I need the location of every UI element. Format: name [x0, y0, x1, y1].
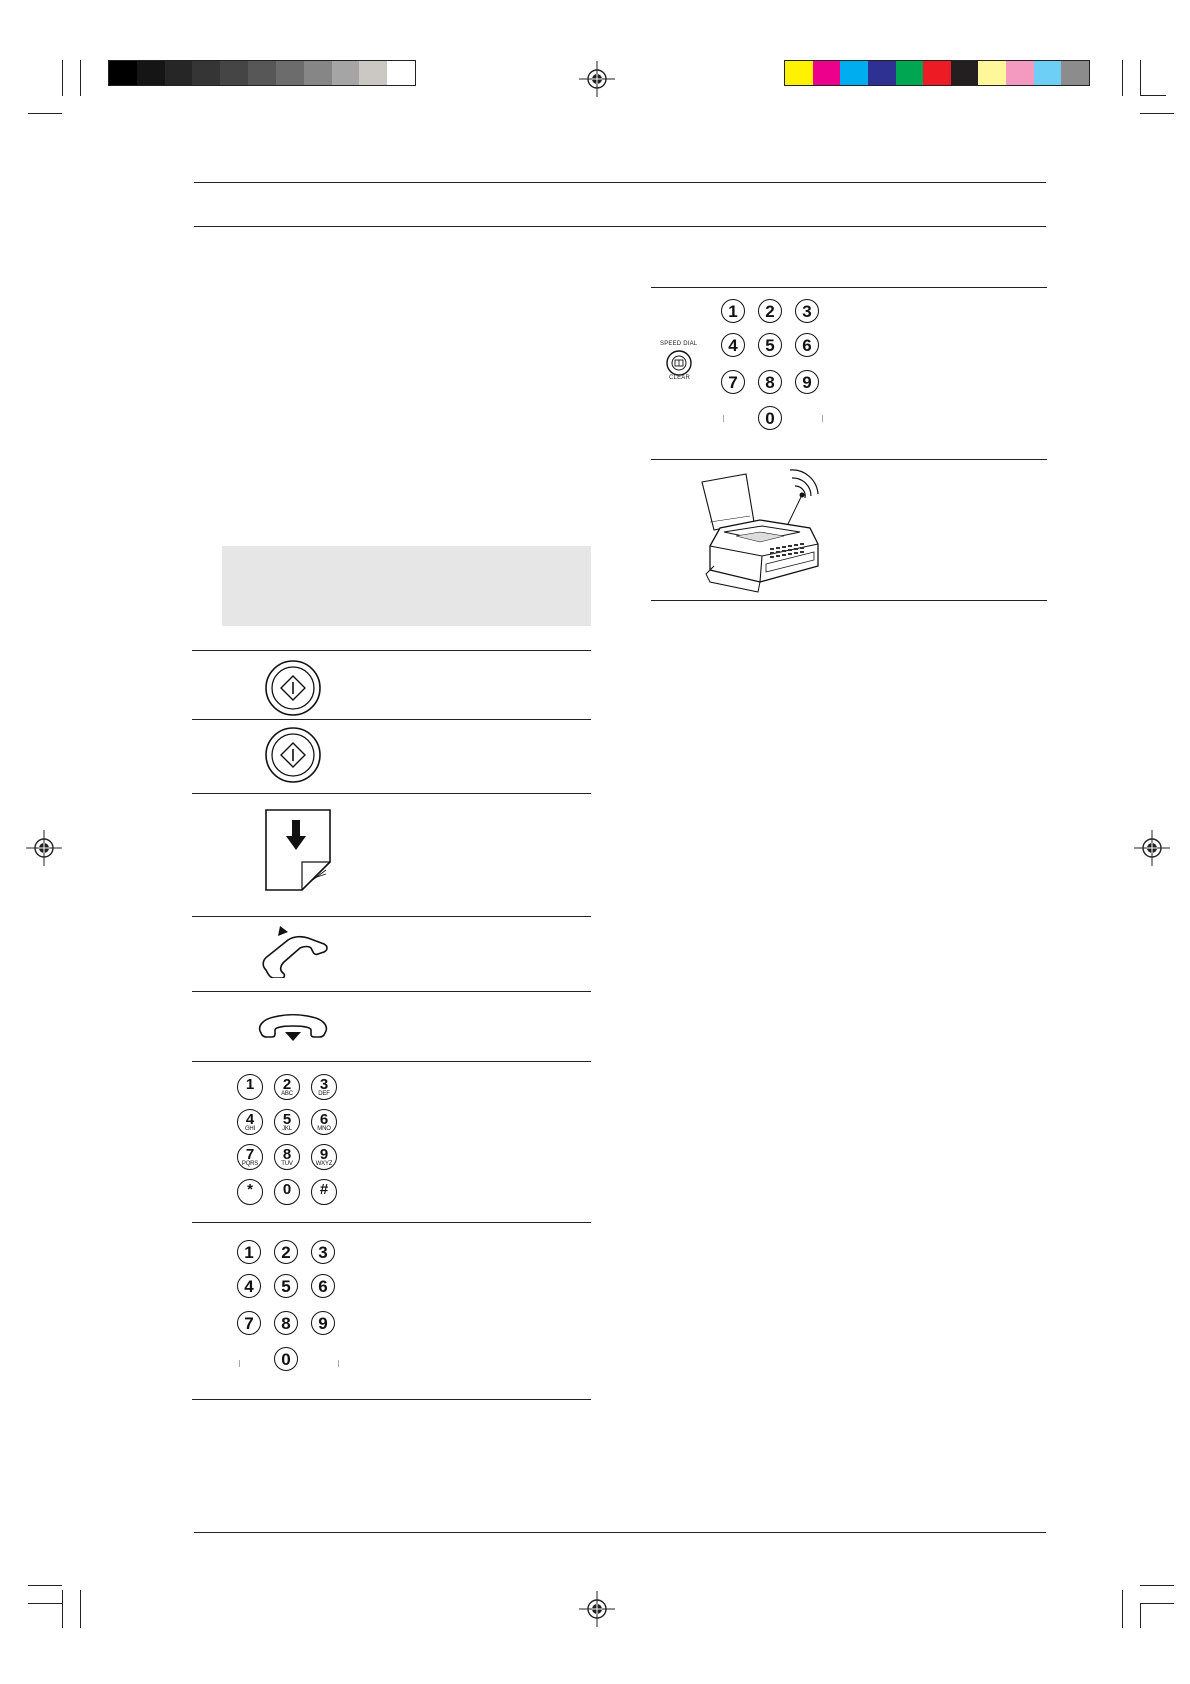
- crop-mark: [1140, 1603, 1141, 1628]
- key-digit: 9: [319, 1146, 329, 1163]
- crop-mark: [1140, 113, 1174, 114]
- keypad-key: 0: [758, 406, 782, 430]
- color-swatch: [1006, 61, 1034, 85]
- key-digit: 3: [319, 1076, 329, 1093]
- keypad-key: [311, 1074, 337, 1100]
- table-rule: [651, 600, 1047, 601]
- crop-mark: [28, 113, 62, 114]
- keypad-key: 9: [311, 1311, 335, 1335]
- registration-mark-icon: [26, 830, 62, 866]
- keypad-key: [311, 1144, 337, 1170]
- keypad-key: 3: [795, 299, 819, 323]
- table-rule: [192, 916, 591, 917]
- keypad-key: 9: [795, 370, 819, 394]
- crop-mark: [80, 1590, 81, 1628]
- color-swatch: [951, 61, 979, 85]
- key-digit: 0: [282, 1181, 292, 1198]
- keypad-key: 6: [795, 333, 819, 357]
- numeric-keypad: [237, 1240, 347, 1385]
- table-rule: [651, 459, 1047, 460]
- crop-mark: [1140, 60, 1141, 96]
- gray-swatch: [276, 61, 304, 85]
- table-rule: [192, 719, 591, 720]
- speed-dial-button-icon: [666, 350, 692, 376]
- key-digit: #: [319, 1181, 329, 1198]
- table-rule: [192, 1222, 591, 1223]
- keypad-key: [237, 1074, 263, 1100]
- color-swatch: [785, 61, 813, 85]
- key-digit: 1: [245, 1076, 255, 1093]
- start-button-icon: [264, 659, 322, 717]
- gray-swatch: [137, 61, 165, 85]
- color-swatch: [840, 61, 868, 85]
- numeric-keypad: [721, 299, 831, 444]
- table-rule: [192, 991, 591, 992]
- key-letters: DEF: [318, 1091, 330, 1097]
- grayscale-bar: [108, 60, 416, 86]
- crop-mark: [28, 1603, 62, 1604]
- gray-swatch: [109, 61, 137, 85]
- key-letters: JKL: [282, 1126, 292, 1132]
- keypad-key: 4: [721, 333, 745, 357]
- keypad-key: [311, 1179, 337, 1205]
- crop-mark: [1140, 1585, 1174, 1586]
- keypad-key: 8: [758, 370, 782, 394]
- registration-mark-icon: [579, 61, 615, 97]
- key-letters: GHI: [244, 1126, 256, 1132]
- keypad-key: 6: [311, 1274, 335, 1298]
- gray-swatch: [220, 61, 248, 85]
- footer-rule: [194, 1532, 1046, 1533]
- keypad-key: [274, 1074, 300, 1100]
- note-box: [222, 546, 591, 626]
- start-button-icon: [264, 726, 322, 784]
- crop-mark: [80, 60, 81, 96]
- key-letters: WXYZ: [315, 1161, 333, 1167]
- crop-mark: [62, 60, 63, 96]
- gray-swatch: [359, 61, 387, 85]
- key-digit: 8: [282, 1146, 292, 1163]
- color-swatch: [1034, 61, 1062, 85]
- registration-mark-icon: [579, 1591, 615, 1627]
- color-swatch: [813, 61, 841, 85]
- keypad-key: 4: [237, 1274, 261, 1298]
- handset-lift-icon: [258, 926, 330, 978]
- registration-mark-icon: [1134, 830, 1170, 866]
- key-digit: 4: [245, 1111, 255, 1128]
- keypad-key: [311, 1109, 337, 1135]
- color-swatch: [978, 61, 1006, 85]
- table-rule: [192, 650, 591, 651]
- keypad-key: 5: [758, 333, 782, 357]
- keypad-key: 2: [274, 1240, 298, 1264]
- keypad-key: [237, 1109, 263, 1135]
- gray-swatch: [304, 61, 332, 85]
- key-letters: ABC: [281, 1091, 293, 1097]
- crop-mark: [1140, 95, 1166, 96]
- gray-swatch: [165, 61, 193, 85]
- keypad-key: 1: [721, 299, 745, 323]
- keypad-key: 8: [274, 1311, 298, 1335]
- clear-label: CLEAR: [669, 375, 691, 381]
- header-rule-bottom: [194, 226, 1046, 227]
- table-rule: [192, 1061, 591, 1062]
- keypad-key: 7: [237, 1311, 261, 1335]
- keypad-key: 1: [237, 1240, 261, 1264]
- keypad-tick: [723, 415, 724, 422]
- color-swatch: [923, 61, 951, 85]
- crop-mark: [1140, 1603, 1174, 1604]
- crop-mark: [62, 1590, 63, 1628]
- keypad-key: [274, 1179, 300, 1205]
- speed-dial-label: SPEED DIAL: [660, 341, 698, 347]
- table-rule: [192, 1399, 591, 1400]
- keypad-key: [274, 1109, 300, 1135]
- gray-swatch: [192, 61, 220, 85]
- key-letters: MNO: [317, 1126, 331, 1132]
- header-rule-top: [194, 182, 1046, 183]
- color-swatch: [868, 61, 896, 85]
- fax-machine-ringing-icon: [700, 466, 834, 596]
- table-rule: [651, 287, 1047, 288]
- document-feed-icon: [264, 808, 332, 892]
- gray-swatch: [387, 61, 415, 85]
- keypad-key: 7: [721, 370, 745, 394]
- keypad-tick: [822, 415, 823, 422]
- keypad-key: [237, 1144, 263, 1170]
- keypad-key: 2: [758, 299, 782, 323]
- gray-swatch: [332, 61, 360, 85]
- key-digit: 6: [319, 1111, 329, 1128]
- color-swatch: [896, 61, 924, 85]
- keypad-key: [237, 1179, 263, 1205]
- color-swatch: [1061, 61, 1089, 85]
- table-rule: [192, 793, 591, 794]
- key-letters: TUV: [281, 1161, 293, 1167]
- keypad-key: 0: [274, 1347, 298, 1371]
- keypad-key: 3: [311, 1240, 335, 1264]
- keypad-key: 5: [274, 1274, 298, 1298]
- gray-swatch: [248, 61, 276, 85]
- color-bar: [784, 60, 1090, 86]
- key-digit: 5: [282, 1111, 292, 1128]
- crop-mark: [1122, 60, 1123, 96]
- key-digit: *: [247, 1181, 253, 1198]
- key-letters: PQRS: [241, 1161, 259, 1167]
- handset-hangup-icon: [256, 1013, 330, 1043]
- key-digit: 7: [245, 1146, 255, 1163]
- keypad-key: [274, 1144, 300, 1170]
- alphanumeric-keypad: [237, 1074, 347, 1214]
- keypad-tick: [338, 1360, 339, 1367]
- key-digit: 2: [282, 1076, 292, 1093]
- crop-mark: [1122, 1590, 1123, 1628]
- keypad-tick: [239, 1360, 240, 1367]
- crop-mark: [28, 1585, 62, 1586]
